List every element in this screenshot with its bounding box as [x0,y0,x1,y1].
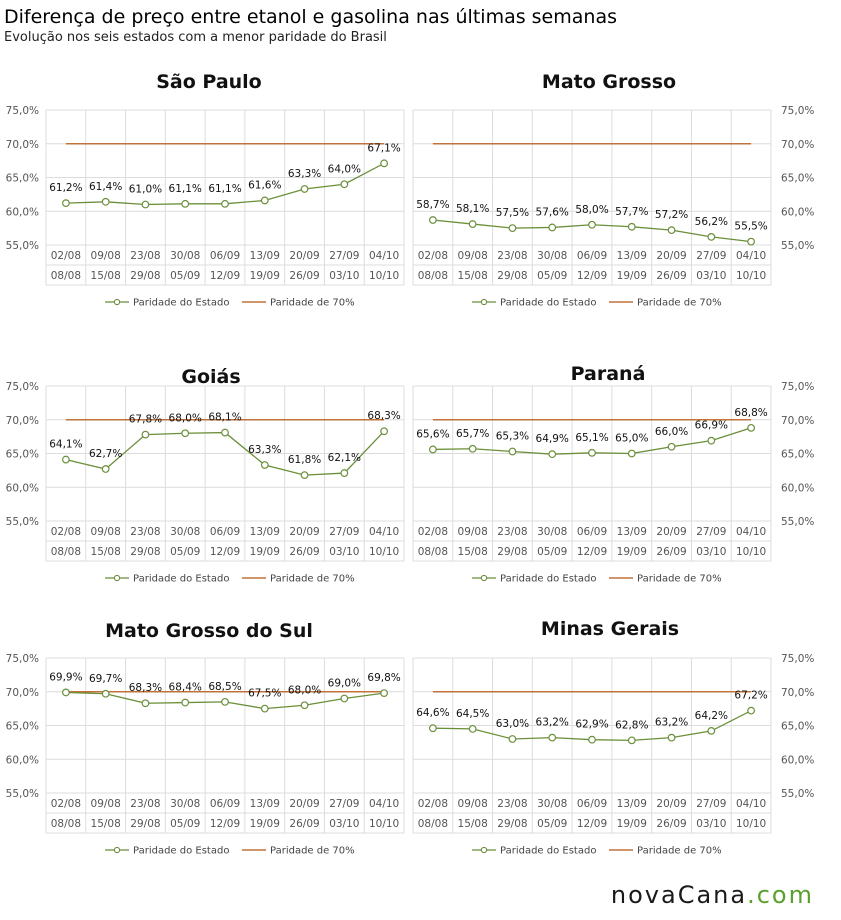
legend-label: Paridade do Estado [133,297,230,309]
x-tick-label: 26/09 [289,818,320,830]
x-tick-label: 02/08 [50,250,82,262]
x-tick-label: 05/09 [170,270,201,282]
legend [472,846,722,857]
data-point [430,446,437,453]
x-tick-label: 09/08 [90,798,121,810]
x-tick-label: 03/10 [696,818,727,830]
legend [105,574,355,585]
x-tick-label: 15/08 [90,270,121,282]
x-tick-label: 09/08 [90,250,121,262]
y-tick-label: 70,0% [781,138,815,151]
y-tick-label: 70,0% [781,414,815,427]
x-tick-label: 08/08 [50,546,82,558]
legend [105,846,355,857]
data-point [589,450,596,457]
x-tick-label: 29/08 [497,818,528,830]
data-point [102,690,109,697]
x-tick-label: 08/08 [50,270,82,282]
x-tick-label: 06/09 [576,250,608,262]
x-tick-label: 05/09 [170,546,201,558]
x-tick-label: 19/09 [249,818,280,830]
data-label: 63,3% [248,443,282,456]
data-label: 58,1% [455,203,490,216]
data-label: 58,0% [575,203,609,216]
x-tick-label: 09/08 [457,798,488,810]
data-point [301,702,308,709]
x-tick-label: 15/08 [457,818,488,830]
data-point [142,201,149,208]
x-tick-label: 26/09 [656,818,687,830]
data-label: 57,6% [535,206,569,219]
x-tick-label: 13/09 [249,798,280,810]
data-label: 64,6% [416,707,450,720]
y-tick-label: 65,0% [5,720,39,733]
x-tick-label: 29/08 [497,546,528,558]
data-point [381,160,388,167]
x-tick-label: 27/09 [329,250,360,262]
data-label: 68,0% [168,412,202,425]
data-label: 67,2% [734,689,768,702]
x-tick-label: 20/09 [656,526,687,538]
data-label: 61,6% [248,179,282,192]
y-tick-label: 75,0% [781,653,815,665]
y-tick-label: 70,0% [5,138,39,151]
x-tick-label: 06/09 [209,250,241,262]
y-tick-label: 55,0% [781,240,815,252]
data-point [668,734,675,741]
y-tick-label: 60,0% [781,206,815,219]
data-label: 64,1% [49,438,83,451]
legend-marker-estado [114,299,119,304]
data-label: 63,2% [654,716,689,729]
legend-label: Paridade de 70% [637,573,722,585]
data-label: 69,0% [327,677,362,690]
chart-panel-4 [413,363,814,585]
legend-marker-estado [481,847,486,852]
data-point [341,695,348,702]
x-tick-label: 05/09 [537,270,568,282]
data-point [509,225,516,232]
data-point [222,201,229,208]
data-point [748,425,755,432]
x-tick-label: 03/10 [329,818,360,830]
page-subtitle: Evolução nos seis estados com a menor paridade do Brasil [4,30,387,45]
data-label: 66,9% [694,419,729,432]
data-point [549,224,556,231]
data-point [261,462,268,469]
data-label: 64,0% [327,163,362,176]
y-tick-label: 60,0% [5,482,39,495]
data-point [341,181,348,188]
data-label: 65,0% [615,432,649,445]
x-tick-label: 27/09 [696,250,727,262]
data-label: 68,3% [128,682,163,695]
data-point [182,699,189,706]
x-tick-label: 10/10 [735,546,767,558]
x-tick-label: 29/08 [130,818,161,830]
x-tick-label: 12/09 [209,270,241,282]
data-label: 63,2% [535,716,569,729]
chart-panel-1 [6,71,404,309]
x-tick-label: 10/10 [735,818,767,830]
data-label: 69,8% [367,672,401,685]
x-tick-label: 23/08 [130,798,161,810]
page-title: Diferença de preço entre etanol e gasolina nas últimas semanas [4,6,617,28]
data-label: 69,7% [88,672,123,685]
y-tick-label: 60,0% [5,754,39,767]
x-tick-label: 12/09 [576,270,608,282]
x-tick-label: 15/08 [457,546,488,558]
data-label: 63,3% [287,167,322,180]
data-label: 65,7% [455,427,490,440]
data-point [549,451,556,458]
data-point [222,429,229,436]
data-label: 68,3% [367,410,401,423]
x-tick-label: 26/09 [656,546,687,558]
legend [472,298,722,309]
data-label: 63,0% [495,718,530,730]
x-tick-label: 30/08 [170,798,201,810]
x-tick-label: 30/08 [537,798,568,810]
x-tick-label: 30/08 [537,526,568,538]
legend-label: Paridade de 70% [637,845,722,857]
y-tick-label: 70,0% [781,686,815,699]
data-label: 67,8% [128,413,163,426]
x-tick-label: 13/09 [616,526,647,538]
x-tick-label: 09/08 [457,250,488,262]
x-tick-label: 04/10 [735,798,767,810]
data-point [381,690,388,697]
x-tick-label: 02/08 [417,798,449,810]
x-tick-label: 15/08 [90,546,121,558]
data-point [261,197,268,204]
x-tick-label: 30/08 [170,250,201,262]
data-label: 57,7% [615,205,649,218]
x-tick-label: 02/08 [50,798,82,810]
x-tick-label: 08/08 [417,818,449,830]
x-tick-label: 23/08 [497,526,528,538]
chart-panel-5 [6,620,404,857]
x-tick-label: 13/09 [249,526,280,538]
x-tick-label: 06/09 [209,798,241,810]
x-tick-label: 30/08 [537,250,568,262]
x-tick-label: 19/09 [249,270,280,282]
x-tick-label: 10/10 [735,270,767,282]
data-label: 67,1% [367,142,401,155]
data-point [469,221,476,228]
x-tick-label: 03/10 [696,546,727,558]
chart-title: São Paulo [156,71,262,93]
y-tick-label: 55,0% [781,516,815,528]
data-point [261,705,268,712]
x-tick-label: 04/10 [368,798,400,810]
chart-panel-2 [413,71,814,309]
data-label: 68,1% [208,411,242,424]
x-tick-label: 20/09 [289,250,320,262]
data-point [549,734,556,741]
legend-label: Paridade do Estado [500,845,597,857]
x-tick-label: 30/08 [170,526,201,538]
data-point [102,199,109,206]
y-tick-label: 60,0% [781,482,815,495]
legend-label: Paridade do Estado [133,573,230,585]
data-point [301,186,308,193]
data-label: 64,5% [455,707,490,720]
data-point [708,728,715,735]
x-tick-label: 29/08 [130,270,161,282]
x-tick-label: 05/09 [537,546,568,558]
x-tick-label: 19/09 [249,546,280,558]
chart-title: Goiás [181,366,241,388]
x-tick-label: 02/08 [417,526,449,538]
data-point [708,234,715,241]
data-label: 66,0% [654,425,689,438]
data-label: 61,1% [168,182,202,195]
y-tick-label: 70,0% [5,414,39,427]
chart-title: Paraná [570,363,646,385]
data-label: 61,2% [49,182,83,195]
data-point [63,456,70,463]
legend-label: Paridade do Estado [500,573,597,585]
legend-label: Paridade do Estado [500,297,597,309]
x-tick-label: 04/10 [735,526,767,538]
data-label: 61,1% [208,182,242,195]
chart-panel-6 [413,618,814,857]
x-tick-label: 23/08 [497,250,528,262]
chart-panel-3 [6,366,404,585]
x-tick-label: 27/09 [696,526,727,538]
x-tick-label: 08/08 [417,270,449,282]
data-label: 69,9% [49,671,83,684]
x-tick-label: 06/09 [209,526,241,538]
data-point [628,737,635,744]
data-point [63,689,70,696]
x-tick-label: 06/09 [576,798,608,810]
legend-label: Paridade de 70% [270,845,355,857]
data-label: 61,4% [88,180,123,193]
data-label: 68,8% [734,406,768,419]
data-label: 68,5% [208,680,242,693]
x-tick-label: 10/10 [368,546,400,558]
brand-name: novaCana [610,881,748,909]
data-point [182,201,189,208]
x-tick-label: 10/10 [368,818,400,830]
data-point [301,472,308,479]
data-label: 62,7% [88,448,123,461]
x-tick-label: 12/09 [209,818,241,830]
data-label: 64,2% [694,709,729,722]
x-tick-label: 04/10 [368,250,400,262]
chart-title: Minas Gerais [540,618,680,640]
data-label: 62,8% [615,719,649,732]
x-tick-label: 20/09 [289,526,320,538]
x-tick-label: 13/09 [616,798,647,810]
legend-marker-estado [481,299,486,304]
x-tick-label: 29/08 [497,270,528,282]
y-tick-label: 75,0% [781,381,815,393]
x-tick-label: 19/09 [616,270,647,282]
x-tick-label: 03/10 [329,270,360,282]
y-tick-label: 65,0% [5,172,39,185]
x-tick-label: 05/09 [537,818,568,830]
x-tick-label: 26/09 [289,546,320,558]
data-point [469,445,476,452]
data-label: 65,1% [575,431,609,444]
data-point [469,726,476,733]
data-point [509,448,516,455]
data-label: 65,6% [416,428,450,441]
data-label: 68,4% [168,681,202,694]
x-tick-label: 23/08 [130,526,161,538]
brand-tld: com [756,881,814,909]
data-point [142,431,149,438]
data-point [748,238,755,245]
data-point [628,223,635,230]
x-tick-label: 19/09 [616,818,647,830]
data-point [589,221,596,228]
x-tick-label: 12/09 [576,818,608,830]
x-tick-label: 09/08 [457,526,488,538]
x-tick-label: 19/09 [616,546,647,558]
x-tick-label: 23/08 [130,250,161,262]
legend-label: Paridade do Estado [133,845,230,857]
x-tick-label: 02/08 [417,250,449,262]
x-tick-label: 13/09 [249,250,280,262]
data-label: 64,9% [535,433,569,446]
legend-label: Paridade de 70% [637,297,722,309]
legend-label: Paridade de 70% [270,297,355,309]
x-tick-label: 08/08 [417,546,449,558]
data-label: 61,8% [287,454,322,467]
data-point [668,227,675,234]
x-tick-label: 26/09 [289,270,320,282]
data-label: 58,7% [416,199,450,212]
x-tick-label: 29/08 [130,546,161,558]
legend [472,574,722,585]
x-tick-label: 26/09 [656,270,687,282]
data-point [509,736,516,743]
x-tick-label: 12/09 [209,546,241,558]
data-label: 55,5% [734,220,768,233]
x-tick-label: 08/08 [50,818,82,830]
x-tick-label: 15/08 [90,818,121,830]
y-tick-label: 75,0% [5,105,39,117]
data-label: 62,9% [575,718,609,731]
brand-dot: . [747,881,757,909]
y-tick-label: 60,0% [5,206,39,219]
data-point [708,437,715,444]
legend-marker-estado [114,847,119,852]
x-tick-label: 27/09 [696,798,727,810]
data-point [63,200,70,207]
x-tick-label: 03/10 [696,270,727,282]
y-tick-label: 55,0% [5,788,39,800]
y-tick-label: 65,0% [781,448,815,461]
data-label: 57,5% [495,207,530,220]
x-tick-label: 12/09 [576,546,608,558]
y-tick-label: 65,0% [5,448,39,461]
legend-marker-estado [114,575,119,580]
data-label: 57,2% [654,209,689,222]
data-point [102,466,109,473]
data-point [142,700,149,707]
data-label: 62,1% [327,452,362,465]
data-point [589,736,596,743]
legend [105,298,355,309]
x-tick-label: 20/09 [656,250,687,262]
legend-marker-estado [481,575,486,580]
y-tick-label: 55,0% [5,516,39,528]
x-tick-label: 03/10 [329,546,360,558]
data-point [182,430,189,437]
y-tick-label: 60,0% [781,754,815,767]
chart-title: Mato Grosso [541,71,677,93]
x-tick-label: 20/09 [289,798,320,810]
chart-title: Mato Grosso do Sul [105,620,313,642]
data-label: 56,2% [694,215,729,228]
y-tick-label: 70,0% [5,686,39,699]
x-tick-label: 13/09 [616,250,647,262]
y-tick-label: 75,0% [781,105,815,117]
data-label: 65,3% [495,430,530,443]
brand-logo [611,880,814,910]
data-label: 61,0% [128,183,163,196]
x-tick-label: 04/10 [368,526,400,538]
data-point [341,470,348,477]
y-tick-label: 55,0% [781,788,815,800]
x-tick-label: 05/09 [170,818,201,830]
x-tick-label: 09/08 [90,526,121,538]
x-tick-label: 06/09 [576,526,608,538]
y-tick-label: 65,0% [781,172,815,185]
data-point [628,450,635,457]
x-tick-label: 02/08 [50,526,82,538]
legend-label: Paridade de 70% [270,573,355,585]
data-point [222,699,229,706]
data-point [748,707,755,714]
data-label: 67,5% [248,687,282,700]
data-label: 68,0% [287,684,322,697]
data-point [668,443,675,450]
x-tick-label: 04/10 [735,250,767,262]
data-point [430,725,437,732]
x-tick-label: 20/09 [656,798,687,810]
y-tick-label: 75,0% [5,653,39,665]
data-point [381,428,388,435]
data-point [430,217,437,224]
x-tick-label: 15/08 [457,270,488,282]
y-tick-label: 65,0% [781,720,815,733]
x-tick-label: 23/08 [497,798,528,810]
x-tick-label: 10/10 [368,270,400,282]
y-tick-label: 55,0% [5,240,39,252]
y-tick-label: 75,0% [5,381,39,393]
x-tick-label: 27/09 [329,526,360,538]
x-tick-label: 27/09 [329,798,360,810]
